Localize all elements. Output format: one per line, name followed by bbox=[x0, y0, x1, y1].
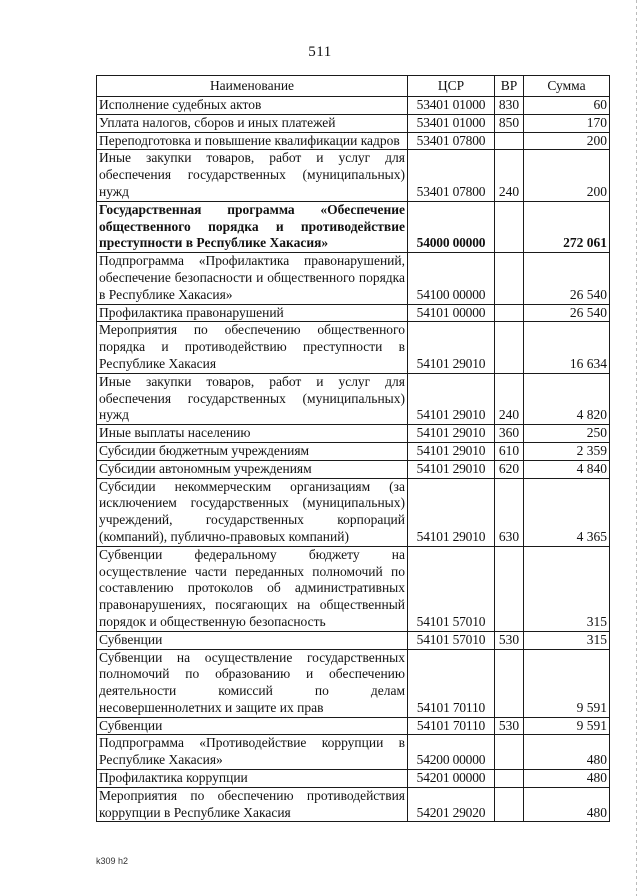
row-name-cell: Уплата налогов, сборов и иных платежей bbox=[97, 114, 408, 132]
header-vr: ВР bbox=[495, 76, 524, 97]
table-row bbox=[97, 770, 610, 788]
row-sum-cell: 9 591 bbox=[524, 717, 610, 735]
table-row bbox=[97, 150, 610, 201]
row-name-cell: Исполнение судебных актов bbox=[97, 97, 408, 115]
table-row bbox=[97, 787, 610, 822]
row-csr-cell: 54000 00000 bbox=[408, 201, 495, 252]
row-csr-cell: 54101 29010 bbox=[408, 442, 495, 460]
table-row bbox=[97, 201, 610, 252]
row-name-cell: Субвенции bbox=[97, 717, 408, 735]
row-csr-cell: 54101 70110 bbox=[408, 717, 495, 735]
row-name-cell: Субвенции на осуществление государственных полномочий по образованию и обеспечению деятельности комиссий по делам несовершеннолетних и защите их прав bbox=[97, 649, 408, 717]
table-row bbox=[97, 322, 610, 373]
table-row bbox=[97, 546, 610, 631]
row-vr-cell bbox=[495, 735, 524, 770]
row-sum-cell: 16 634 bbox=[524, 322, 610, 373]
row-name-cell: Субсидии автономным учреждениям bbox=[97, 460, 408, 478]
scan-edge-line bbox=[636, 0, 637, 896]
row-name-cell: Субвенции bbox=[97, 631, 408, 649]
row-vr-cell bbox=[495, 649, 524, 717]
row-vr-cell: 630 bbox=[495, 478, 524, 546]
row-sum-cell: 480 bbox=[524, 787, 610, 822]
row-vr-cell: 530 bbox=[495, 717, 524, 735]
row-vr-cell bbox=[495, 304, 524, 322]
page-number: 511 bbox=[308, 44, 332, 60]
row-vr-cell: 240 bbox=[495, 150, 524, 201]
row-sum-cell: 200 bbox=[524, 132, 610, 150]
row-vr-cell: 830 bbox=[495, 97, 524, 115]
header-name: Наименование bbox=[97, 76, 408, 97]
table-row bbox=[97, 425, 610, 443]
row-sum-cell: 250 bbox=[524, 425, 610, 443]
row-vr-cell bbox=[495, 253, 524, 304]
row-vr-cell: 850 bbox=[495, 114, 524, 132]
row-csr-cell: 53401 01000 bbox=[408, 97, 495, 115]
row-vr-cell: 360 bbox=[495, 425, 524, 443]
row-sum-cell: 315 bbox=[524, 546, 610, 631]
row-csr-cell: 54100 00000 bbox=[408, 253, 495, 304]
table-row bbox=[97, 631, 610, 649]
row-csr-cell: 54201 29020 bbox=[408, 787, 495, 822]
table-body bbox=[97, 97, 610, 822]
table-row bbox=[97, 373, 610, 424]
row-csr-cell: 54101 57010 bbox=[408, 546, 495, 631]
row-sum-cell: 60 bbox=[524, 97, 610, 115]
row-csr-cell: 54101 70110 bbox=[408, 649, 495, 717]
row-vr-cell: 610 bbox=[495, 442, 524, 460]
row-name-cell: Профилактика коррупции bbox=[97, 770, 408, 788]
row-name-cell: Подпрограмма «Профилактика правонарушений, обеспечение безопасности и общественного порядка в Республике Хакасия» bbox=[97, 253, 408, 304]
row-vr-cell bbox=[495, 787, 524, 822]
row-name-cell: Субвенции федеральному бюджету на осуществление части переданных полномочий по составлению протоколов об административных правонарушениях, посягающих на общественный порядок и общественную безопасность bbox=[97, 546, 408, 631]
row-name-cell: Иные закупки товаров, работ и услуг для обеспечения государственных (муниципальных) нужд bbox=[97, 373, 408, 424]
row-vr-cell: 530 bbox=[495, 631, 524, 649]
row-sum-cell: 26 540 bbox=[524, 253, 610, 304]
row-sum-cell: 170 bbox=[524, 114, 610, 132]
table-header-row bbox=[97, 76, 610, 97]
table-row bbox=[97, 442, 610, 460]
footer-code: k309 h2 bbox=[96, 856, 129, 866]
row-csr-cell: 53401 07800 bbox=[408, 150, 495, 201]
budget-table bbox=[96, 75, 610, 822]
row-sum-cell: 4 365 bbox=[524, 478, 610, 546]
row-vr-cell bbox=[495, 322, 524, 373]
row-name-cell: Иные выплаты населению bbox=[97, 425, 408, 443]
row-vr-cell bbox=[495, 201, 524, 252]
row-csr-cell: 54201 00000 bbox=[408, 770, 495, 788]
header-sum: Сумма bbox=[524, 76, 610, 97]
row-csr-cell: 54101 29010 bbox=[408, 373, 495, 424]
row-name-cell: Субсидии бюджетным учреждениям bbox=[97, 442, 408, 460]
row-sum-cell: 480 bbox=[524, 770, 610, 788]
table-row bbox=[97, 114, 610, 132]
row-sum-cell: 200 bbox=[524, 150, 610, 201]
row-sum-cell: 315 bbox=[524, 631, 610, 649]
table-row bbox=[97, 478, 610, 546]
table-row bbox=[97, 253, 610, 304]
row-sum-cell: 9 591 bbox=[524, 649, 610, 717]
row-sum-cell: 2 359 bbox=[524, 442, 610, 460]
row-name-cell: Подпрограмма «Противодействие коррупции в Республике Хакасия» bbox=[97, 735, 408, 770]
row-csr-cell: 54101 29010 bbox=[408, 425, 495, 443]
row-sum-cell: 480 bbox=[524, 735, 610, 770]
row-vr-cell bbox=[495, 546, 524, 631]
header-csr: ЦСР bbox=[408, 76, 495, 97]
table-row bbox=[97, 304, 610, 322]
row-name-cell: Профилактика правонарушений bbox=[97, 304, 408, 322]
row-csr-cell: 54200 00000 bbox=[408, 735, 495, 770]
table-row bbox=[97, 735, 610, 770]
row-csr-cell: 53401 01000 bbox=[408, 114, 495, 132]
row-csr-cell: 54101 29010 bbox=[408, 460, 495, 478]
row-vr-cell: 620 bbox=[495, 460, 524, 478]
row-name-cell: Мероприятия по обеспечению общественного порядка и противодействию преступности в Республике Хакасия bbox=[97, 322, 408, 373]
table-row bbox=[97, 649, 610, 717]
row-csr-cell: 54101 29010 bbox=[408, 322, 495, 373]
row-csr-cell: 54101 29010 bbox=[408, 478, 495, 546]
row-csr-cell: 54101 57010 bbox=[408, 631, 495, 649]
table-row bbox=[97, 717, 610, 735]
row-sum-cell: 4 840 bbox=[524, 460, 610, 478]
row-name-cell: Иные закупки товаров, работ и услуг для обеспечения государственных (муниципальных) нужд bbox=[97, 150, 408, 201]
table-row bbox=[97, 460, 610, 478]
row-csr-cell: 54101 00000 bbox=[408, 304, 495, 322]
row-vr-cell bbox=[495, 770, 524, 788]
row-name-cell: Государственная программа «Обеспечение общественного порядка и противодействие преступности в Республике Хакасия» bbox=[97, 201, 408, 252]
row-sum-cell: 26 540 bbox=[524, 304, 610, 322]
row-name-cell: Мероприятия по обеспечению противодействия коррупции в Республике Хакасия bbox=[97, 787, 408, 822]
row-name-cell: Субсидии некоммерческим организациям (за исключением государственных (муниципальных) учреждений, государственных корпораций (компаний), публично-правовых компаний) bbox=[97, 478, 408, 546]
row-sum-cell: 4 820 bbox=[524, 373, 610, 424]
row-name-cell: Переподготовка и повышение квалификации кадров bbox=[97, 132, 408, 150]
table-row bbox=[97, 132, 610, 150]
row-sum-cell: 272 061 bbox=[524, 201, 610, 252]
row-vr-cell: 240 bbox=[495, 373, 524, 424]
row-csr-cell: 53401 07800 bbox=[408, 132, 495, 150]
table-row bbox=[97, 97, 610, 115]
row-vr-cell bbox=[495, 132, 524, 150]
